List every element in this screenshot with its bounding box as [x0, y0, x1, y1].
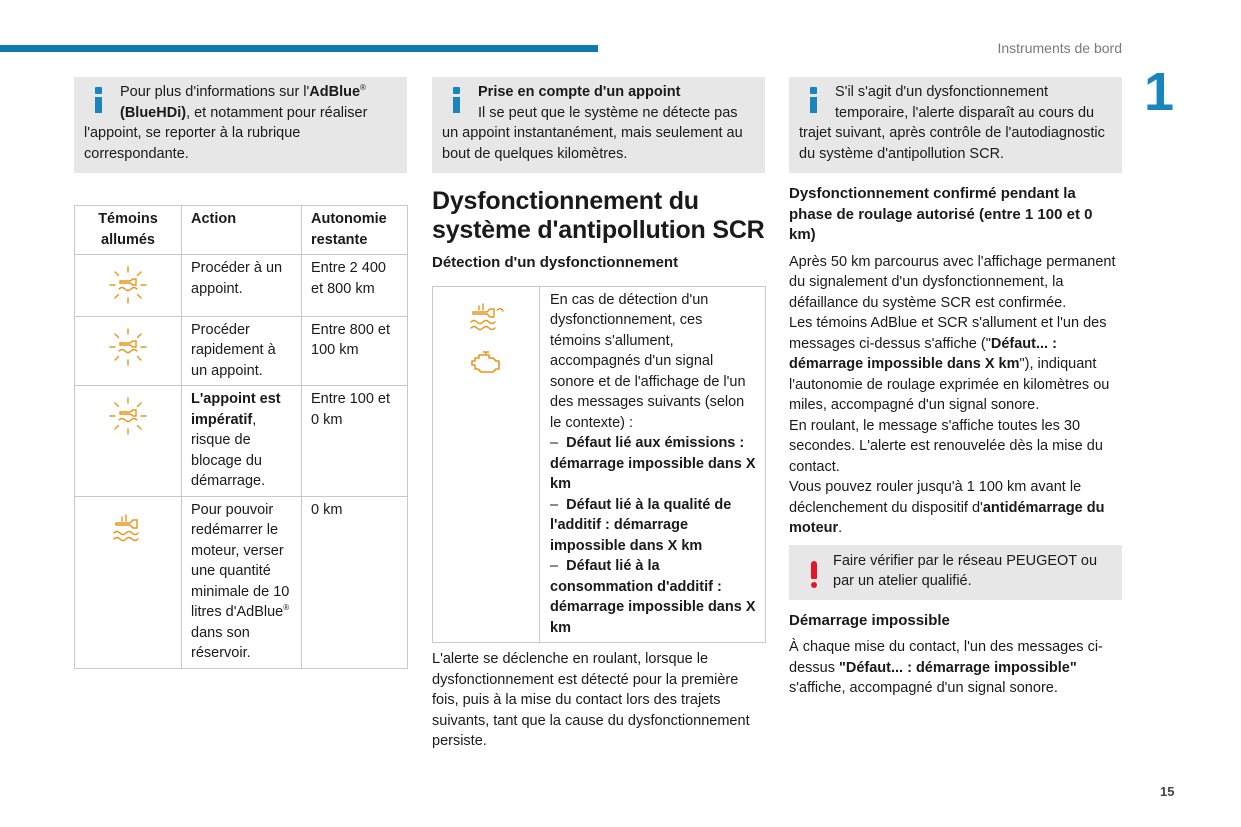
table-row: [75, 255, 408, 317]
message-item: [550, 556, 756, 638]
info-text: S'il s'agit d'un dysfonctionnement temporaire, l'alerte disparaît au cours du trajet suivant, après contrôle de l'autodiagnostic du système d'antipollution SCR.: [799, 84, 1105, 162]
paragraph: [789, 313, 1122, 416]
info-icon: [88, 85, 110, 115]
list-dash: –: [550, 435, 559, 451]
page-number: 15: [1160, 784, 1175, 799]
info-text-rest: , et notamment pour réaliser l'appoint, se reporter à la rubrique correspondante.: [84, 104, 368, 162]
table-cell: Procéder rapidement à un appoint.: [182, 316, 302, 386]
table-cell: [75, 316, 182, 386]
paragraph: Après 50 km parcourus avec l'affichage permanent du signalement d'un dysfonctionnement, la défaillance du système SCR est confirmée.: [789, 253, 1116, 311]
message-item: [550, 495, 756, 557]
paragraph-text-rest: .: [838, 520, 843, 536]
subheading: Démarrage impossible: [789, 611, 950, 629]
table-cell: [182, 496, 302, 668]
info-icon: [446, 85, 468, 115]
alert-paragraph: L'alerte se déclenche en roulant, lorsque le dysfonctionnement est détecté pour la première fois, puis à la mise du contact lors des trajets suivants, tant que la cause du dysfonctionnement persiste.: [432, 651, 750, 749]
paragraph-text-rest: s'affiche, accompagné d'un signal sonore.: [789, 680, 1058, 696]
column-2: [432, 77, 765, 752]
registered-mark: ®: [283, 603, 290, 612]
column-3: [789, 77, 1122, 699]
message-text: Défaut lié aux émissions : démarrage impossible dans X km: [550, 435, 756, 492]
subheading: Détection d'un dysfonctionnement: [432, 254, 679, 271]
list-dash: –: [550, 558, 559, 574]
info-text: Pour plus d'informations sur l': [120, 84, 310, 100]
table-cell: [75, 496, 182, 668]
bluehdi-term: (BlueHDi): [120, 104, 187, 121]
column-header: Action: [182, 206, 302, 255]
header-accent-bar: [0, 45, 598, 52]
action-text: , risque de blocage du démarrage.: [191, 411, 266, 489]
adblue-term: AdBlue: [309, 84, 361, 100]
column-header: Autonomie restante: [302, 206, 408, 255]
scr-emission-icon: [467, 297, 507, 333]
list-dash: –: [550, 496, 559, 513]
column-1: [74, 77, 407, 669]
paragraph: En roulant, le message s'affiche toutes les 30 secondes. L'alerte est renouvelée dès la mise du contact.: [789, 417, 1103, 475]
adblue-level-icon: [108, 507, 148, 547]
table-cell: Procéder à un appoint.: [182, 255, 302, 317]
action-text: Pour pouvoir redémarrer le moteur, verser une quantité minimale de 10 litres d'AdBlue: [191, 501, 290, 620]
section-heading: Dysfonctionnement du système d'antipollution SCR: [432, 187, 765, 244]
info-icon: [803, 85, 825, 115]
adblue-warning-icon: [108, 265, 148, 305]
table-cell: Entre 2 400 et 800 km: [302, 255, 408, 317]
warning-box: [789, 545, 1122, 600]
engine-check-icon: [471, 349, 503, 375]
paragraph: [789, 637, 1122, 699]
message-text: Défaut lié à la qualité de l'additif : démarrage impossible dans X km: [550, 496, 732, 554]
info-box-temporary: [789, 77, 1122, 173]
table-cell: [75, 386, 182, 497]
paragraph-text: Les témoins AdBlue et SCR s'allument et l'un des messages ci-dessus s'affiche (": [789, 315, 1107, 352]
table-header-row: [75, 206, 408, 255]
table-cell: [433, 286, 540, 643]
scr-table: [432, 286, 766, 644]
table-cell: [540, 286, 766, 643]
adblue-warning-icon: [108, 396, 148, 436]
paragraph-emphasis: "Défaut... : démarrage impossible": [838, 659, 1077, 676]
registered-mark: ®: [360, 83, 366, 92]
paragraph-emphasis: antidémarrage du moteur: [789, 499, 1105, 536]
table-row: [75, 386, 408, 497]
info-box-appoint: [432, 77, 765, 173]
paragraph-emphasis: Défaut... : démarrage impossible dans X km: [789, 335, 1057, 372]
adblue-warning-icon: [108, 327, 148, 367]
table-cell: [75, 255, 182, 317]
section-label: Instruments de bord: [997, 40, 1122, 56]
table-row: [75, 496, 408, 668]
message-item: [550, 433, 756, 495]
detection-intro: En cas de détection d'un dysfonctionnement, ces témoins s'allument, accompagnés d'un signal sonore et de l'affichage de l'un des messages suivants (selon le contexte) :: [550, 291, 746, 431]
table-row: [433, 286, 766, 643]
column-header: Témoins allumés: [75, 206, 182, 255]
table-cell: Entre 800 et 100 km: [302, 316, 408, 386]
table-cell: [182, 386, 302, 497]
message-text: Défaut lié à la consommation d'additif : démarrage impossible dans X km: [550, 558, 756, 636]
action-text-rest: dans son réservoir.: [191, 624, 251, 661]
table-row: [75, 316, 408, 386]
warning-text: Faire vérifier par le réseau PEUGEOT ou par un atelier qualifié.: [833, 552, 1098, 589]
action-emphasis: L'appoint est impératif: [191, 391, 281, 428]
paragraph: [789, 477, 1122, 539]
warning-exclamation-icon: [803, 559, 825, 593]
paragraph-text: À chaque mise du contact, l'un des messages ci-dessus: [789, 639, 1103, 676]
info-text: Il se peut que le système ne détecte pas un appoint instantanément, mais seulement au bout de quelques kilomètres.: [442, 104, 743, 162]
table-cell: Entre 100 et 0 km: [302, 386, 408, 497]
info-box-adblue: [74, 77, 407, 173]
table-cell: 0 km: [302, 496, 408, 668]
chapter-number: 1: [1144, 62, 1175, 122]
adblue-table: [74, 205, 408, 669]
info-title: Prise en compte d'un appoint: [478, 84, 681, 100]
paragraph-text: Vous pouvez rouler jusqu'à 1 100 km avant le déclenchement du dispositif d': [789, 479, 1082, 516]
paragraph-text-rest: "), indiquant l'autonomie de roulage exprimée en kilomètres ou miles, accompagné d'un signal sonore.: [789, 356, 1110, 413]
subheading: Dysfonctionnement confirmé pendant la phase de roulage autorisé (entre 1 100 et 0 km): [789, 185, 1093, 243]
